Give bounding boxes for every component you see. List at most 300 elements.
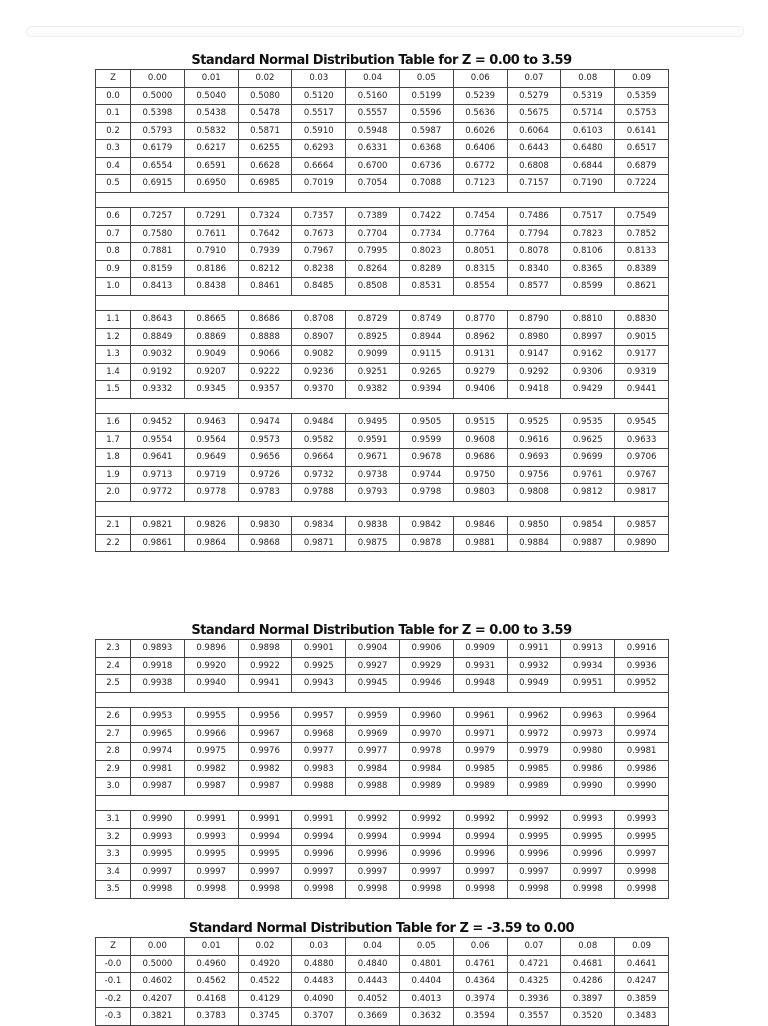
- probability-cell: 0.8508: [346, 278, 400, 296]
- probability-cell: 0.9977: [346, 743, 400, 761]
- probability-cell: 0.9936: [615, 657, 669, 675]
- probability-cell: 0.8599: [561, 278, 615, 296]
- probability-cell: 0.9699: [561, 449, 615, 467]
- table-row: [96, 431, 669, 449]
- probability-cell: 0.7794: [507, 225, 561, 243]
- table-row: [96, 311, 669, 329]
- probability-cell: 0.9750: [453, 466, 507, 484]
- table-row: [96, 363, 669, 381]
- z-table-section-negative: [95, 921, 668, 1026]
- table-row: [96, 466, 669, 484]
- probability-cell: 0.5714: [561, 105, 615, 123]
- probability-cell: 0.5160: [346, 87, 400, 105]
- probability-cell: 0.7734: [399, 225, 453, 243]
- probability-cell: 0.9994: [453, 828, 507, 846]
- probability-cell: 0.9978: [399, 743, 453, 761]
- probability-cell: 0.4522: [238, 973, 292, 991]
- table-title: Standard Normal Distribution Table for Z = 0.00 to 3.59: [191, 53, 572, 68]
- probability-cell: 0.9738: [346, 466, 400, 484]
- probability-cell: 0.7704: [346, 225, 400, 243]
- probability-cell: 0.9986: [615, 760, 669, 778]
- probability-cell: 0.7357: [292, 208, 346, 226]
- probability-cell: 0.8212: [238, 260, 292, 278]
- probability-cell: 0.9429: [561, 381, 615, 399]
- decimal-column-header: 0.01: [184, 938, 238, 956]
- table-row: [96, 328, 669, 346]
- probability-cell: 0.9656: [238, 449, 292, 467]
- probability-cell: 0.3520: [561, 1008, 615, 1026]
- probability-cell: 0.7910: [184, 243, 238, 261]
- probability-cell: 0.9345: [184, 381, 238, 399]
- table-row: [96, 743, 669, 761]
- probability-cell: 0.9981: [615, 743, 669, 761]
- probability-cell: 0.9177: [615, 346, 669, 364]
- probability-cell: 0.8980: [507, 328, 561, 346]
- probability-cell: 0.9996: [561, 846, 615, 864]
- probability-cell: 0.5319: [561, 87, 615, 105]
- probability-cell: 0.9934: [561, 657, 615, 675]
- probability-cell: 0.7224: [615, 175, 669, 193]
- probability-cell: 0.6255: [238, 140, 292, 158]
- probability-cell: 0.9370: [292, 381, 346, 399]
- probability-cell: 0.9997: [238, 863, 292, 881]
- probability-cell: 0.9984: [346, 760, 400, 778]
- probability-cell: 0.9998: [238, 881, 292, 899]
- probability-cell: 0.9997: [346, 863, 400, 881]
- z-value-cell: 2.5: [96, 675, 131, 693]
- decimal-column-header: 0.03: [292, 70, 346, 88]
- probability-cell: 0.8907: [292, 328, 346, 346]
- probability-cell: 0.9998: [507, 881, 561, 899]
- probability-cell: 0.9995: [238, 846, 292, 864]
- probability-cell: 0.6368: [399, 140, 453, 158]
- probability-cell: 0.9803: [453, 484, 507, 502]
- table-row: [96, 414, 669, 432]
- probability-cell: 0.9966: [184, 725, 238, 743]
- decimal-column-header: 0.06: [453, 938, 507, 956]
- probability-cell: 0.8944: [399, 328, 453, 346]
- table-row: [96, 828, 669, 846]
- probability-cell: 0.9987: [184, 778, 238, 796]
- probability-cell: 0.9953: [131, 708, 185, 726]
- probability-cell: 0.9868: [238, 534, 292, 552]
- header-row: [96, 70, 669, 88]
- probability-cell: 0.9994: [399, 828, 453, 846]
- probability-cell: 0.4207: [131, 990, 185, 1008]
- probability-cell: 0.9982: [238, 760, 292, 778]
- probability-cell: 0.9641: [131, 449, 185, 467]
- probability-cell: 0.9972: [507, 725, 561, 743]
- probability-cell: 0.4840: [346, 955, 400, 973]
- z-value-cell: 1.7: [96, 431, 131, 449]
- probability-cell: 0.9940: [184, 675, 238, 693]
- probability-cell: 0.5000: [131, 87, 185, 105]
- table-row: [96, 260, 669, 278]
- probability-cell: 0.9977: [292, 743, 346, 761]
- probability-cell: 0.9772: [131, 484, 185, 502]
- probability-cell: 0.9616: [507, 431, 561, 449]
- probability-cell: 0.9633: [615, 431, 669, 449]
- spacer-cell: [96, 501, 669, 517]
- probability-cell: 0.9997: [615, 846, 669, 864]
- probability-cell: 0.9988: [292, 778, 346, 796]
- decimal-column-header: 0.02: [238, 938, 292, 956]
- probability-cell: 0.9989: [399, 778, 453, 796]
- table-title: Standard Normal Distribution Table for Z = -3.59 to 0.00: [188, 921, 575, 936]
- probability-cell: 0.9987: [131, 778, 185, 796]
- probability-cell: 0.3557: [507, 1008, 561, 1026]
- probability-cell: 0.9941: [238, 675, 292, 693]
- probability-cell: 0.8078: [507, 243, 561, 261]
- decimal-column-header: 0.04: [346, 70, 400, 88]
- spacer-cell: [96, 398, 669, 414]
- z-value-cell: 2.3: [96, 640, 131, 658]
- table-row: [96, 278, 669, 296]
- table-row: [96, 517, 669, 535]
- table-row: [96, 725, 669, 743]
- probability-cell: 0.9951: [561, 675, 615, 693]
- z-value-cell: 2.9: [96, 760, 131, 778]
- probability-cell: 0.8315: [453, 260, 507, 278]
- probability-cell: 0.9788: [292, 484, 346, 502]
- probability-cell: 0.3594: [453, 1008, 507, 1026]
- probability-cell: 0.9957: [292, 708, 346, 726]
- probability-cell: 0.9965: [131, 725, 185, 743]
- probability-cell: 0.8749: [399, 311, 453, 329]
- probability-cell: 0.9332: [131, 381, 185, 399]
- probability-cell: 0.9998: [615, 863, 669, 881]
- table-row: [96, 208, 669, 226]
- probability-cell: 0.9236: [292, 363, 346, 381]
- table-row: [96, 955, 669, 973]
- table-row: [96, 225, 669, 243]
- probability-cell: 0.9989: [453, 778, 507, 796]
- table-row: [96, 881, 669, 899]
- z-value-cell: 0.2: [96, 122, 131, 140]
- decimal-column-header: 0.08: [561, 70, 615, 88]
- probability-cell: 0.9918: [131, 657, 185, 675]
- probability-cell: 0.9997: [507, 863, 561, 881]
- probability-cell: 0.9948: [453, 675, 507, 693]
- probability-cell: 0.9993: [184, 828, 238, 846]
- table-row: [96, 675, 669, 693]
- probability-cell: 0.6406: [453, 140, 507, 158]
- probability-cell: 0.9850: [507, 517, 561, 535]
- probability-cell: 0.9292: [507, 363, 561, 381]
- table-row: [96, 157, 669, 175]
- table-row: [96, 708, 669, 726]
- probability-cell: 0.4364: [453, 973, 507, 991]
- probability-cell: 0.9066: [238, 346, 292, 364]
- probability-cell: 0.9952: [615, 675, 669, 693]
- probability-cell: 0.9998: [346, 881, 400, 899]
- probability-cell: 0.8686: [238, 311, 292, 329]
- probability-cell: 0.6772: [453, 157, 507, 175]
- probability-cell: 0.5239: [453, 87, 507, 105]
- probability-cell: 0.3483: [615, 1008, 669, 1026]
- probability-cell: 0.9834: [292, 517, 346, 535]
- probability-cell: 0.9812: [561, 484, 615, 502]
- probability-cell: 0.7019: [292, 175, 346, 193]
- probability-cell: 0.9049: [184, 346, 238, 364]
- probability-cell: 0.9573: [238, 431, 292, 449]
- probability-cell: 0.9857: [615, 517, 669, 535]
- probability-cell: 0.7291: [184, 208, 238, 226]
- z-value-cell: 1.5: [96, 381, 131, 399]
- probability-cell: 0.7054: [346, 175, 400, 193]
- probability-cell: 0.9956: [238, 708, 292, 726]
- probability-cell: 0.9974: [615, 725, 669, 743]
- decimal-column-header: 0.08: [561, 938, 615, 956]
- probability-cell: 0.9686: [453, 449, 507, 467]
- z-value-cell: 2.0: [96, 484, 131, 502]
- spacer-row: [96, 795, 669, 811]
- probability-cell: 0.9767: [615, 466, 669, 484]
- probability-cell: 0.9744: [399, 466, 453, 484]
- table-row: [96, 778, 669, 796]
- decimal-column-header: 0.01: [184, 70, 238, 88]
- probability-cell: 0.8531: [399, 278, 453, 296]
- probability-cell: 0.7580: [131, 225, 185, 243]
- probability-cell: 0.5910: [292, 122, 346, 140]
- z-value-cell: 0.4: [96, 157, 131, 175]
- probability-cell: 0.4880: [292, 955, 346, 973]
- table-row: [96, 863, 669, 881]
- decimal-column-header: 0.07: [507, 70, 561, 88]
- probability-cell: 0.9783: [238, 484, 292, 502]
- z-value-cell: 0.8: [96, 243, 131, 261]
- probability-cell: 0.9854: [561, 517, 615, 535]
- probability-cell: 0.9973: [561, 725, 615, 743]
- probability-cell: 0.9911: [507, 640, 561, 658]
- z-value-cell: 0.6: [96, 208, 131, 226]
- probability-cell: 0.8554: [453, 278, 507, 296]
- probability-cell: 0.7157: [507, 175, 561, 193]
- probability-cell: 0.9778: [184, 484, 238, 502]
- probability-cell: 0.4801: [399, 955, 453, 973]
- probability-cell: 0.9082: [292, 346, 346, 364]
- probability-cell: 0.9916: [615, 640, 669, 658]
- probability-cell: 0.9990: [131, 811, 185, 829]
- probability-cell: 0.9821: [131, 517, 185, 535]
- probability-cell: 0.6985: [238, 175, 292, 193]
- table-row: [96, 140, 669, 158]
- z-value-cell: 0.9: [96, 260, 131, 278]
- probability-cell: 0.9998: [399, 881, 453, 899]
- probability-cell: 0.9996: [399, 846, 453, 864]
- probability-cell: 0.9996: [292, 846, 346, 864]
- probability-cell: 0.9484: [292, 414, 346, 432]
- z-value-cell: 0.1: [96, 105, 131, 123]
- probability-cell: 0.8849: [131, 328, 185, 346]
- probability-cell: 0.9452: [131, 414, 185, 432]
- probability-cell: 0.9890: [615, 534, 669, 552]
- probability-cell: 0.5120: [292, 87, 346, 105]
- z-value-cell: -0.2: [96, 990, 131, 1008]
- probability-cell: 0.9925: [292, 657, 346, 675]
- probability-cell: 0.9864: [184, 534, 238, 552]
- spacer-row: [96, 192, 669, 208]
- probability-cell: 0.7123: [453, 175, 507, 193]
- probability-cell: 0.8159: [131, 260, 185, 278]
- probability-cell: 0.9906: [399, 640, 453, 658]
- probability-cell: 0.7454: [453, 208, 507, 226]
- probability-cell: 0.4920: [238, 955, 292, 973]
- z-table: [95, 639, 669, 899]
- probability-cell: 0.8810: [561, 311, 615, 329]
- spacer-row: [96, 398, 669, 414]
- z-table: [95, 69, 669, 552]
- probability-cell: 0.7823: [561, 225, 615, 243]
- probability-cell: 0.4129: [238, 990, 292, 1008]
- probability-cell: 0.9793: [346, 484, 400, 502]
- probability-cell: 0.9961: [453, 708, 507, 726]
- probability-cell: 0.7642: [238, 225, 292, 243]
- probability-cell: 0.8869: [184, 328, 238, 346]
- probability-cell: 0.9983: [292, 760, 346, 778]
- decimal-column-header: 0.09: [615, 938, 669, 956]
- probability-cell: 0.4602: [131, 973, 185, 991]
- z-value-cell: -0.3: [96, 1008, 131, 1026]
- probability-cell: 0.7389: [346, 208, 400, 226]
- probability-cell: 0.7939: [238, 243, 292, 261]
- probability-cell: 0.8133: [615, 243, 669, 261]
- probability-cell: 0.9495: [346, 414, 400, 432]
- table-row: [96, 760, 669, 778]
- probability-cell: 0.5793: [131, 122, 185, 140]
- probability-cell: 0.9974: [131, 743, 185, 761]
- z-column-header: Z: [96, 938, 131, 956]
- table-row: [96, 105, 669, 123]
- table-row: [96, 1008, 669, 1026]
- probability-cell: 0.4404: [399, 973, 453, 991]
- probability-cell: 0.5987: [399, 122, 453, 140]
- table-row: [96, 449, 669, 467]
- probability-cell: 0.9998: [561, 881, 615, 899]
- probability-cell: 0.9922: [238, 657, 292, 675]
- probability-cell: 0.9884: [507, 534, 561, 552]
- probability-cell: 0.7486: [507, 208, 561, 226]
- probability-cell: 0.9713: [131, 466, 185, 484]
- z-value-cell: 1.8: [96, 449, 131, 467]
- probability-cell: 0.4562: [184, 973, 238, 991]
- probability-cell: 0.5871: [238, 122, 292, 140]
- probability-cell: 0.4325: [507, 973, 561, 991]
- probability-cell: 0.9649: [184, 449, 238, 467]
- probability-cell: 0.6141: [615, 122, 669, 140]
- probability-cell: 0.9147: [507, 346, 561, 364]
- probability-cell: 0.8106: [561, 243, 615, 261]
- probability-cell: 0.6591: [184, 157, 238, 175]
- probability-cell: 0.9545: [615, 414, 669, 432]
- z-value-cell: 2.1: [96, 517, 131, 535]
- probability-cell: 0.7995: [346, 243, 400, 261]
- probability-cell: 0.9625: [561, 431, 615, 449]
- probability-cell: 0.9962: [507, 708, 561, 726]
- z-value-cell: 1.3: [96, 346, 131, 364]
- table-title: Standard Normal Distribution Table for Z = 0.00 to 3.59: [191, 623, 572, 638]
- probability-cell: 0.9997: [453, 863, 507, 881]
- probability-cell: 0.9761: [561, 466, 615, 484]
- probability-cell: 0.3897: [561, 990, 615, 1008]
- spacer-cell: [96, 795, 669, 811]
- probability-cell: 0.5000: [131, 955, 185, 973]
- probability-cell: 0.6554: [131, 157, 185, 175]
- probability-cell: 0.6443: [507, 140, 561, 158]
- probability-cell: 0.5199: [399, 87, 453, 105]
- probability-cell: 0.9525: [507, 414, 561, 432]
- z-value-cell: 1.9: [96, 466, 131, 484]
- z-value-cell: 0.3: [96, 140, 131, 158]
- probability-cell: 0.9893: [131, 640, 185, 658]
- probability-cell: 0.9997: [292, 863, 346, 881]
- table-row: [96, 381, 669, 399]
- probability-cell: 0.9671: [346, 449, 400, 467]
- z-value-cell: -0.1: [96, 973, 131, 991]
- probability-cell: 0.7881: [131, 243, 185, 261]
- probability-cell: 0.9382: [346, 381, 400, 399]
- decimal-column-header: 0.04: [346, 938, 400, 956]
- probability-cell: 0.9992: [346, 811, 400, 829]
- z-value-cell: 1.6: [96, 414, 131, 432]
- probability-cell: 0.9909: [453, 640, 507, 658]
- probability-cell: 0.9251: [346, 363, 400, 381]
- probability-cell: 0.9678: [399, 449, 453, 467]
- probability-cell: 0.6217: [184, 140, 238, 158]
- spacer-cell: [96, 692, 669, 708]
- z-value-cell: 0.5: [96, 175, 131, 193]
- probability-cell: 0.6331: [346, 140, 400, 158]
- probability-cell: 0.9984: [399, 760, 453, 778]
- table-row: [96, 175, 669, 193]
- probability-cell: 0.8238: [292, 260, 346, 278]
- probability-cell: 0.9959: [346, 708, 400, 726]
- probability-cell: 0.9830: [238, 517, 292, 535]
- probability-cell: 0.7852: [615, 225, 669, 243]
- probability-cell: 0.5675: [507, 105, 561, 123]
- probability-cell: 0.4721: [507, 955, 561, 973]
- decimal-column-header: 0.03: [292, 938, 346, 956]
- probability-cell: 0.6293: [292, 140, 346, 158]
- probability-cell: 0.9032: [131, 346, 185, 364]
- probability-cell: 0.9726: [238, 466, 292, 484]
- probability-cell: 0.8023: [399, 243, 453, 261]
- probability-cell: 0.9861: [131, 534, 185, 552]
- probability-cell: 0.6950: [184, 175, 238, 193]
- probability-cell: 0.9192: [131, 363, 185, 381]
- probability-cell: 0.9798: [399, 484, 453, 502]
- probability-cell: 0.9986: [561, 760, 615, 778]
- probability-cell: 0.4443: [346, 973, 400, 991]
- probability-cell: 0.5359: [615, 87, 669, 105]
- probability-cell: 0.9898: [238, 640, 292, 658]
- decimal-column-header: 0.02: [238, 70, 292, 88]
- probability-cell: 0.6879: [615, 157, 669, 175]
- z-value-cell: -0.0: [96, 955, 131, 973]
- probability-cell: 0.9964: [615, 708, 669, 726]
- probability-cell: 0.9115: [399, 346, 453, 364]
- table-row: [96, 811, 669, 829]
- probability-cell: 0.6517: [615, 140, 669, 158]
- probability-cell: 0.9927: [346, 657, 400, 675]
- probability-cell: 0.9418: [507, 381, 561, 399]
- probability-cell: 0.9968: [292, 725, 346, 743]
- probability-cell: 0.7088: [399, 175, 453, 193]
- probability-cell: 0.9162: [561, 346, 615, 364]
- probability-cell: 0.9979: [507, 743, 561, 761]
- z-value-cell: 2.7: [96, 725, 131, 743]
- probability-cell: 0.6808: [507, 157, 561, 175]
